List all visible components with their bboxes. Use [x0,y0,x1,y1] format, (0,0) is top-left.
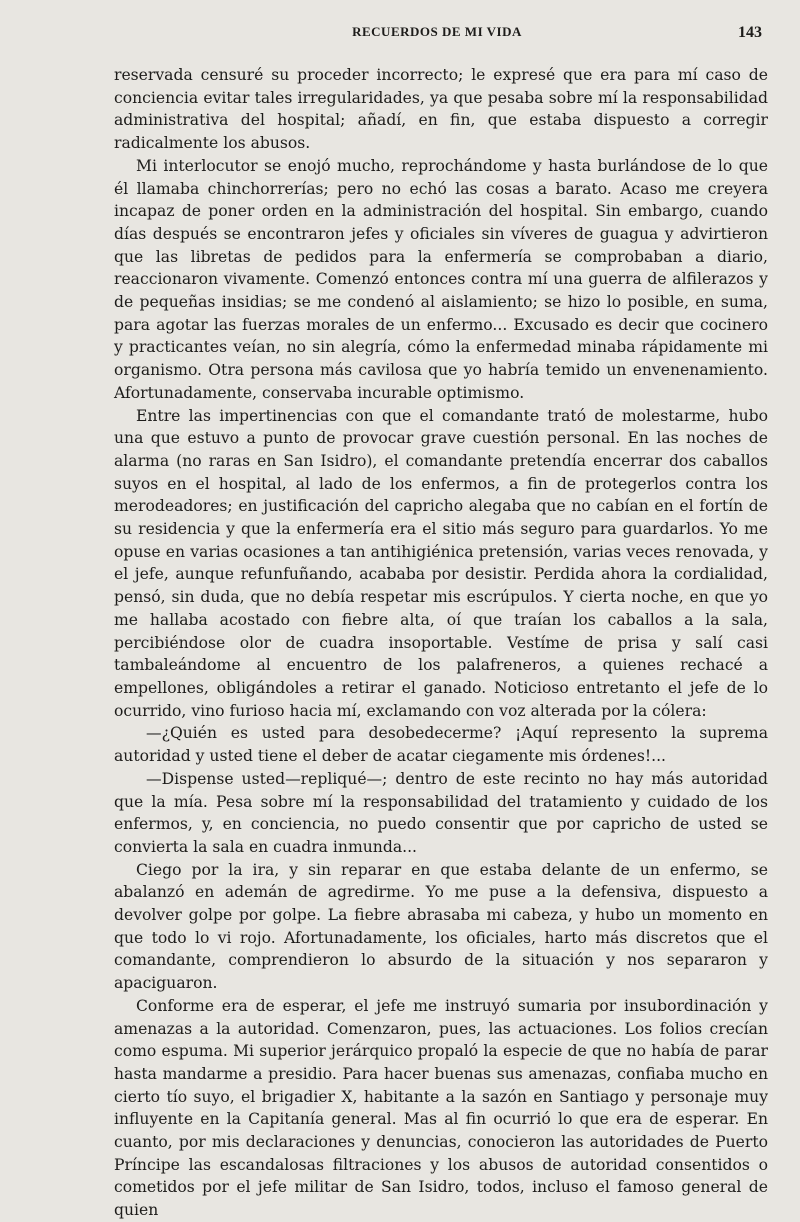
dialogue-comandante: —¿Quién es usted para desobedecerme? ¡Aquí represento la suprema autoridad y usted tiene el deber de acatar ciegamente mis órdenes!... [114,724,768,766]
running-head [112,24,762,46]
paragraph-7: Conforme era de esperar, el jefe me instruyó sumaria por insubordinación y amenazas a la autoridad. Comenzaron, pues, las actuaciones. Los folios crecían como espuma. Mi superior jerárquico propaló la especie de que no había de parar hasta mandarme a presidio. Para hacer buenas sus amenazas, confiaba mucho en cierto tío suyo, el brigadier X, habitante a la sazón en Santiago y personaje muy influyente en la Capitanía general. Mas al fin ocurrió lo que era de esperar. En cuanto, por mis declaraciones y denuncias, conocieron las autoridades de Puerto Príncipe las escandalosas filtraciones y los abusos de autoridad consentidos o cometidos por el jefe militar de San Isidro, todos, incluso el famoso general de quien [114,996,768,1220]
running-title: RECUERDOS DE MI VIDA [352,24,522,39]
page-number: 143 [738,24,762,41]
paragraph-6: Ciego por la ira, y sin reparar en que estaba delante de un enfermo, se abalanzó en ademán de agredirme. Yo me puse a la defensiva, dispuesto a devolver golpe por golpe. La fiebre abrasaba mi cabeza, y hubo un momento en que todo lo vi rojo. Afortunadamente, los oficiales, harto más discretos que el comandante, comprendieron lo absurdo de la situación y nos separaron y apaciguaron. [114,860,768,993]
paragraph-2: Mi interlocutor se enojó mucho, reprochándome y hasta burlándose de lo que él llamaba chinchorrerías; pero no echó las cosas a barato. Acaso me creyera incapaz de poner orden en la administración del hospital. Sin embargo, cuando días después se encontraron jefes y oficiales sin víveres de guagua y advirtieron que las libretas de pedidos para la enfermería se comprobaban a diario, reaccionaron vivamente. Comenzó entonces contra mí una guerra de alfilerazos y de pequeñas insidias; se me condenó al aislamiento; se hizo lo posible, en suma, para agotar las fuerzas morales de un enfermo... Excusado es decir que cocinero y practicantes veían, no sin alegría, cómo la enfermedad minaba rápidamente mi organismo. Otra persona más cavilosa que yo habría temido un envenenamiento. Afortunadamente, conservaba incurable optimismo. [114,156,768,402]
paragraph-1: reservada censuré su proceder incorrecto; le expresé que era para mí caso de conciencia evitar tales irregularidades, ya que pesaba sobre mí la responsabilidad administrativa del hospital; añadí, en fin, que estaba dispuesto a corregir radicalmente los abusos. [114,66,768,153]
dialogue-reply: —Dispense usted—repliqué—; dentro de este recinto no hay más autoridad que la mía. Pesa sobre mí la responsabilidad del tratamiento y cuidado de los enfermos, y, en conciencia, no puedo consentir que por capricho de usted se convierta la sala en cuadra inmunda... [114,769,768,856]
paragraph-3: Entre las impertinencias con que el comandante trató de molestarme, hubo una que estuvo a punto de provocar grave cuestión personal. En las noches de alarma (no raras en San Isidro), el comandante pretendía encerrar dos caballos suyos en el hospital, al lado de los enfermos, a fin de protegerlos contra los merodeadores; en justificación del capricho alegaba que no cabían en el fortín de su residencia y que la enfermería era el sitio más seguro para guardarlos. Yo me opuse en varias ocasiones a tan antihigiénica pretensión, varias veces renovada, y el jefe, aunque refunfuñando, acababa por desistir. Perdida ahora la cordialidad, pensó, sin duda, que no debía respetar mis escrúpulos. Y cierta noche, en que yo me hallaba acostado con fiebre alta, oí que traían los caballos a la sala, percibiéndose olor de cuadra insoportable. Vestíme de prisa y salí casi tambaleándome al encuentro de los palafreneros, a quienes rechacé a empellones, obligándoles a retirar el ganado. Noticioso entretanto el jefe de lo ocurrido, vino furioso hacia mí, exclamando con voz alterada por la cólera: [114,406,768,720]
body-text [114,64,768,1222]
